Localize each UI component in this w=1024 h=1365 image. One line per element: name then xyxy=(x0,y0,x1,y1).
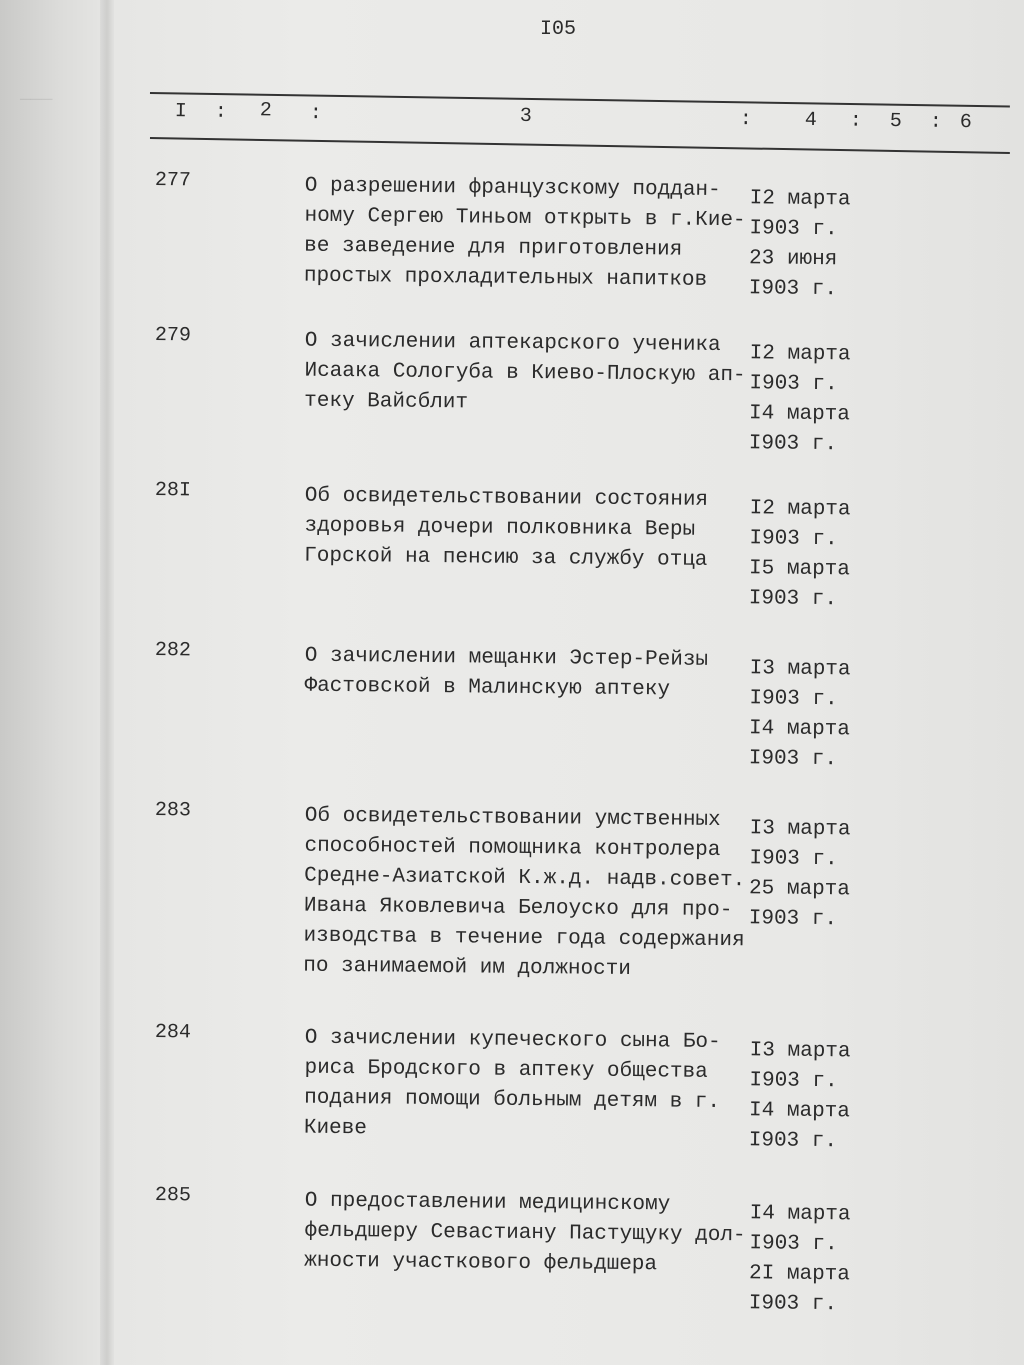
entry-dates xyxy=(749,339,870,460)
entry-row xyxy=(150,479,1010,612)
entry-number: 284 xyxy=(154,1021,192,1045)
date-line: I5 марта xyxy=(748,557,851,582)
column-header-6: 6 xyxy=(959,111,972,135)
entry-row xyxy=(150,1184,1010,1317)
date-line: I903 г. xyxy=(749,847,838,872)
date-line: I903 г. xyxy=(749,1069,838,1094)
column-header-4: 4 xyxy=(804,108,817,133)
description-line: О зачислении купеческого сына Бо- xyxy=(304,1026,721,1054)
entry-description xyxy=(304,172,755,297)
description-line: Ивана Яковлевича Белоуско для про- xyxy=(303,894,733,923)
description-line: Средне-Азиатской К.ж.д. надв.совет. xyxy=(304,864,746,893)
description-line: О предоставлении медицинскому xyxy=(304,1189,671,1217)
entry-dates xyxy=(749,1036,870,1157)
date-line: I2 марта xyxy=(749,342,851,367)
column-header-5: 5 xyxy=(889,110,902,134)
date-line: I3 марта xyxy=(749,1039,851,1064)
description-line: Исаака Сологуба в Киево-Плоскую ап- xyxy=(304,359,746,388)
date-line: I903 г. xyxy=(748,907,838,932)
entry-description xyxy=(304,482,755,577)
entry-dates xyxy=(749,1199,870,1320)
entry-dates xyxy=(749,814,870,935)
column-header-sep: : xyxy=(849,109,862,133)
entry-number: 285 xyxy=(154,1184,192,1208)
bleed-through-mark: ——— xyxy=(20,90,53,110)
date-line: I2 марта xyxy=(749,497,851,522)
description-line: по занимаемой им должности xyxy=(303,954,632,982)
date-line: I4 марта xyxy=(748,1099,851,1124)
date-line: I903 г. xyxy=(748,432,838,457)
column-header-1: I xyxy=(174,100,188,124)
date-line: I903 г. xyxy=(749,687,838,712)
date-line: I903 г. xyxy=(748,277,838,302)
description-line: жности участкового фельдшера xyxy=(304,1249,658,1277)
entry-number: 282 xyxy=(154,639,192,663)
entry-dates xyxy=(749,494,870,615)
date-line: I903 г. xyxy=(749,217,838,242)
description-line: Киеве xyxy=(303,1116,368,1141)
date-line: I903 г. xyxy=(748,1129,838,1154)
entry-row xyxy=(150,1021,1010,1154)
description-line: Горской на пенсию за службу отца xyxy=(304,544,708,572)
description-line: О зачислении мещанки Эстер-Рейзы xyxy=(304,644,709,672)
entry-row xyxy=(150,324,1010,457)
date-line: I903 г. xyxy=(748,1292,838,1317)
description-line: здоровья дочери полковника Веры xyxy=(304,514,696,542)
entry-description xyxy=(304,1024,755,1149)
entry-description xyxy=(304,642,755,707)
description-line: фельдшеру Севастиану Пастущуку дол- xyxy=(304,1219,746,1248)
entry-row xyxy=(150,639,1010,772)
entry-number: 279 xyxy=(154,324,192,348)
column-header-sep: : xyxy=(739,107,752,132)
entry-row xyxy=(150,799,1010,982)
date-line: 23 июня xyxy=(748,247,838,272)
date-line: I3 марта xyxy=(749,657,851,682)
entry-description xyxy=(303,802,755,987)
column-header-sep: : xyxy=(214,100,228,124)
page-number: I05 xyxy=(540,18,577,41)
description-line: теку Вайсблит xyxy=(304,389,469,415)
description-line: О зачислении аптекарского ученика xyxy=(304,329,721,357)
description-line: простых прохладительных напитков xyxy=(303,264,708,292)
entry-number: 28I xyxy=(154,479,192,503)
date-line: 2I марта xyxy=(748,1262,851,1287)
entry-dates xyxy=(749,654,870,775)
date-line: I4 марта xyxy=(748,717,851,742)
description-line: подания помощи больным детям в г. xyxy=(304,1086,721,1114)
description-line: Об освидетельствовании умственных xyxy=(304,804,721,832)
date-line: I4 марта xyxy=(749,1202,851,1227)
date-line: I903 г. xyxy=(749,527,838,552)
date-line: I903 г. xyxy=(748,747,838,772)
date-line: I903 г. xyxy=(748,587,838,612)
column-header-2: 2 xyxy=(259,99,273,123)
date-line: I903 г. xyxy=(749,372,838,397)
description-line: Об освидетельствовании состояния xyxy=(304,484,709,512)
entry-row xyxy=(150,169,1010,302)
date-line: I903 г. xyxy=(749,1232,838,1257)
description-line: Фастовской в Малинскую аптеку xyxy=(304,674,671,702)
entry-number: 283 xyxy=(154,799,192,823)
date-line: I4 марта xyxy=(748,402,851,427)
description-line: риса Бродского в аптеку общества xyxy=(304,1056,708,1084)
date-line: 25 марта xyxy=(748,877,851,902)
entry-description xyxy=(304,1187,755,1282)
description-line: ному Сергею Тиньом открыть в г.Кие- xyxy=(304,204,746,233)
column-header-sep: : xyxy=(929,110,942,134)
date-line: I2 марта xyxy=(749,187,851,212)
description-line: ве заведение для приготовления xyxy=(304,234,683,262)
entry-dates xyxy=(749,184,870,305)
entry-number: 277 xyxy=(154,169,192,193)
description-line: О разрешении французскому поддан- xyxy=(304,174,721,202)
entry-description xyxy=(304,327,755,422)
date-line: I3 марта xyxy=(749,817,851,842)
column-header-sep: : xyxy=(309,101,323,126)
description-line: способностей помощника контролера xyxy=(304,834,721,862)
description-line: изводства в течение года содержания xyxy=(303,924,745,953)
column-header-3: 3 xyxy=(519,104,532,129)
